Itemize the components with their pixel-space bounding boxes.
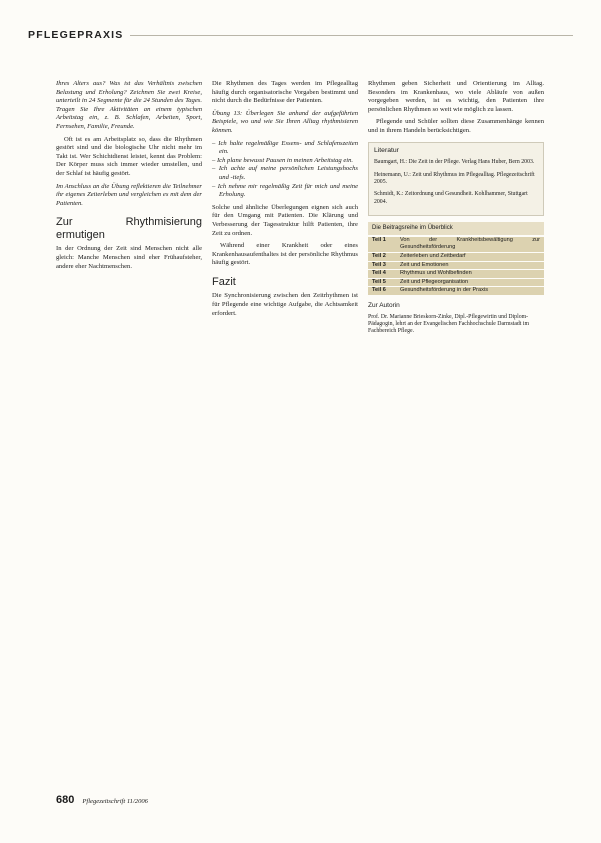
series-row [368, 279, 544, 288]
series-label: Teil 2 [372, 252, 386, 259]
series-text: Gesundheitsförderung in der Praxis [400, 287, 488, 294]
series-label: Teil 1 [372, 236, 386, 243]
series-row [368, 253, 544, 262]
series-title: Die Beitragsreihe im Überblick [368, 222, 544, 235]
series-row [368, 270, 544, 279]
series-label: Teil 3 [372, 261, 386, 268]
col2-list [212, 140, 358, 200]
literature-entry: Baumgart, H.: Die Zeit in der Pflege. Verlag Hans Huber, Bern 2003. [374, 159, 535, 166]
series-text: Von der Krankheitsbewältigung zur Gesundheitsförderung [400, 236, 540, 251]
col3-paragraph-2: Pflegende und Schüler sollten diese Zusammenhänge kennen und in ihrem Handeln berücksichtigen. [368, 118, 544, 134]
col1-paragraph-1: Oft ist es am Arbeitsplatz so, dass die Rhythmen gestört sind und die biologische Uhr nicht mehr im Takt ist. Wer Schichtdienst leistet, kennt das Problem: Der Körper muss sich immer wieder umstellen, und der Schlaf ist häufig gestört. [56, 135, 202, 177]
page-number: 680 [56, 794, 75, 806]
col1-paragraph-3: In der Ordnung der Zeit sind Menschen nicht alle gleich: Manche Menschen sind eher Frühaufsteher, andere eher Nachtmenschen. [56, 245, 202, 270]
series-text: Zeit und Emotionen [400, 261, 449, 268]
col3-paragraph-1: Rhythmen geben Sicherheit und Orientierung im Alltag. Besonders im Krankenhaus, wo viele Abläufe von außen vorgegeben werden, ist es wichtig, den Patienten ihre persönlichen Rhythmen so weit wie möglich zu lassen. [368, 80, 544, 113]
author-bio: Prof. Dr. Marianne Brieskorn-Zinke, Dipl.-Pflegewirtin und Diplom-Pädagogin, lehrt an der Evangelischen Fachhochschule Darmstadt im Fachbereich Pflege. [368, 313, 529, 335]
series-text: Rhythmus und Wohlbefinden [400, 270, 472, 277]
list-item: – Ich achte auf meine persönlichen Leistungshochs und -tiefs. [219, 165, 358, 182]
literature-title: Literatur [374, 146, 399, 154]
col1-heading: Zur Rhythmisierung ermutigen [56, 216, 202, 241]
list-item: – Ich halte regelmäßige Essens- und Schlafenszeiten ein. [219, 140, 358, 157]
series-row [368, 262, 544, 271]
col2-paragraph-4: Während einer Krankheit oder eines Krankenhausaufenthaltes ist der persönliche Rhythmus häufig gestört. [212, 242, 358, 267]
page-header [28, 28, 573, 42]
series-label: Teil 5 [372, 278, 386, 285]
header-rule [130, 35, 574, 36]
column-3 [368, 80, 544, 336]
section-title: PFLEGEPRAXIS [28, 29, 124, 41]
column-1 [56, 80, 202, 275]
list-item: – Ich nehme mir regelmäßig Zeit für mich und meine Erholung. [219, 183, 358, 200]
col2-paragraph-1: Die Rhythmen des Tages werden im Pflegealltag häufig durch organisatorische Vorgaben bestimmt und nicht durch die Bedürfnisse der Patienten. [212, 80, 358, 105]
col2-exercise: Übung 13: Überlegen Sie anhand der aufgeführten Beispiele, wo und wie Sie Ihren Alltag rhythmisieren können. [212, 109, 358, 134]
author-title: Zur Autorin [368, 301, 400, 309]
series-label: Teil 6 [372, 287, 386, 294]
page-footer [56, 794, 148, 806]
series-text: Zeiterleben und Zeitbedarf [400, 252, 466, 259]
list-item: – Ich plane bewusst Pausen in meinen Arbeitstag ein. [219, 157, 358, 166]
literature-box [368, 142, 544, 217]
series-text: Zeit und Pflegeorganisation [400, 278, 469, 285]
column-2 [212, 80, 358, 322]
series-row [368, 287, 544, 296]
col2-heading: Fazit [212, 275, 236, 288]
series-overview [368, 222, 544, 296]
magazine-name: Pflegezeitschrift 11/2006 [82, 798, 148, 805]
series-row [368, 237, 544, 253]
col2-paragraph-3: Solche und ähnliche Überlegungen eignen sich auch für den Umgang mit Patienten. Die Klärung und Verbesserung der Tagesstruktur hilft Patienten, ihre Zeit zu ordnen. [212, 203, 358, 237]
col2-paragraph-5: Die Synchronisierung zwischen den Zeitrhythmen ist für Pflegende eine wichtige Aufgabe, die Achtsamkeit erfordert. [212, 292, 358, 317]
col1-paragraph-2: Im Anschluss an die Übung reflektieren die Teilnehmer ihr eigenes Zeiterleben und vergleichen es mit dem der Patienten. [56, 182, 202, 207]
literature-entry: Heinemann, U.: Zeit und Rhythmus im Pflegealltag. Pflegezeitschrift 2005. [374, 171, 535, 185]
series-label: Teil 4 [372, 270, 386, 277]
literature-entry: Schmidt, K.: Zeitordnung und Gesundheit. Kohlhammer, Stuttgart 2004. [374, 191, 528, 205]
col1-intro: Ihres Alters aus? Was ist das Verhältnis zwischen Belastung und Erholung? Zeichnen Sie zwei Kreise, unterteilt in 24 Segmente für die 24 Stunden des Tages. Tragen Sie Ihre Aktivitäten an einem typischen Arbeitstag ein, z. B. Schlafen, Arbeiten, Sport, Fernsehen, Familie, Freunde. [56, 80, 202, 130]
